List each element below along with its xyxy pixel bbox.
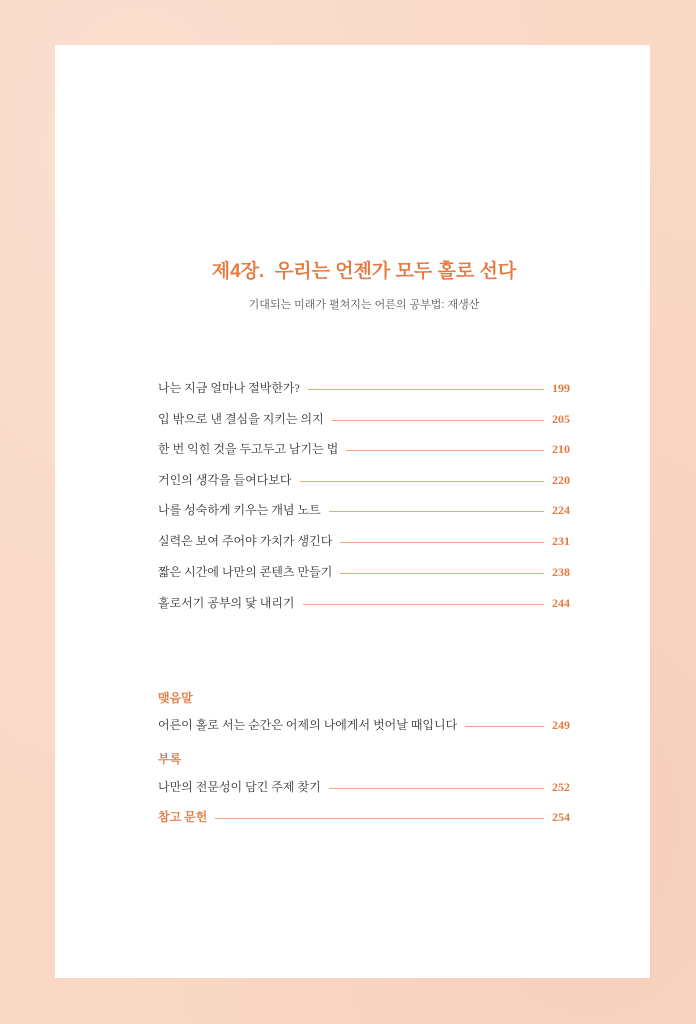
leader-line [340, 542, 544, 543]
toc-page-number: 254 [552, 810, 570, 824]
toc-entry [158, 409, 570, 429]
toc-entry-title: 실력은 보여 주어야 가치가 생긴다 [158, 534, 333, 548]
leader-line [300, 481, 544, 482]
toc-entry-title: 입 밖으로 낸 결심을 지키는 의지 [158, 412, 324, 426]
leader-line [303, 604, 544, 605]
toc-entry [158, 715, 570, 735]
leader-line [329, 788, 544, 789]
epilogue-heading: 맺음말 [158, 691, 193, 705]
toc-entry [158, 562, 570, 582]
toc-entry [158, 378, 570, 398]
leader-line [215, 818, 544, 819]
leader-line [340, 573, 544, 574]
toc-page-number: 199 [552, 381, 570, 395]
toc-entry [158, 531, 570, 551]
toc-page-number: 238 [552, 565, 570, 579]
toc-page-number: 205 [552, 412, 570, 426]
chapter-title: 제4장. 우리는 언젠가 모두 홀로 선다 [211, 261, 517, 282]
toc-page-number: 252 [552, 780, 570, 794]
toc-entry-title: 홀로서기 공부의 닻 내리기 [158, 596, 295, 610]
toc-entry-title: 나를 성숙하게 키우는 개념 노트 [158, 503, 321, 517]
toc-entry-title: 나는 지금 얼마나 절박한가? [158, 381, 300, 395]
references-title: 참고 문헌 [158, 810, 208, 824]
toc-page-number: 224 [552, 503, 570, 517]
leader-line [332, 420, 544, 421]
toc-entry [158, 777, 570, 797]
appendix-heading: 부록 [158, 752, 182, 766]
toc-entry-title: 짧은 시간에 나만의 콘텐츠 만들기 [158, 565, 333, 579]
toc-entry-title: 나만의 전문성이 담긴 주제 찾기 [158, 780, 321, 794]
references-entry [158, 807, 570, 827]
toc-page-number: 210 [552, 442, 570, 456]
toc-entry-title: 어른이 홀로 서는 순간은 어제의 나에게서 벗어날 때입니다 [158, 718, 458, 732]
toc-entry-title: 한 번 익힌 것을 두고두고 남기는 법 [158, 442, 339, 456]
toc-page-number: 249 [552, 718, 570, 732]
toc-entry [158, 500, 570, 520]
toc-entry-title: 거인의 생각을 들여다보다 [158, 473, 292, 487]
toc-page-number: 220 [552, 473, 570, 487]
leader-line [465, 726, 544, 727]
toc-entry [158, 593, 570, 613]
toc-page-number: 244 [552, 596, 570, 610]
leader-line [346, 450, 544, 451]
toc-entry [158, 470, 570, 490]
leader-line [329, 511, 544, 512]
toc-entry [158, 439, 570, 459]
leader-line [308, 389, 544, 390]
chapter-subtitle: 기대되는 미래가 펼쳐지는 어른의 공부법: 재생산 [248, 299, 480, 311]
toc-page-number: 231 [552, 534, 570, 548]
